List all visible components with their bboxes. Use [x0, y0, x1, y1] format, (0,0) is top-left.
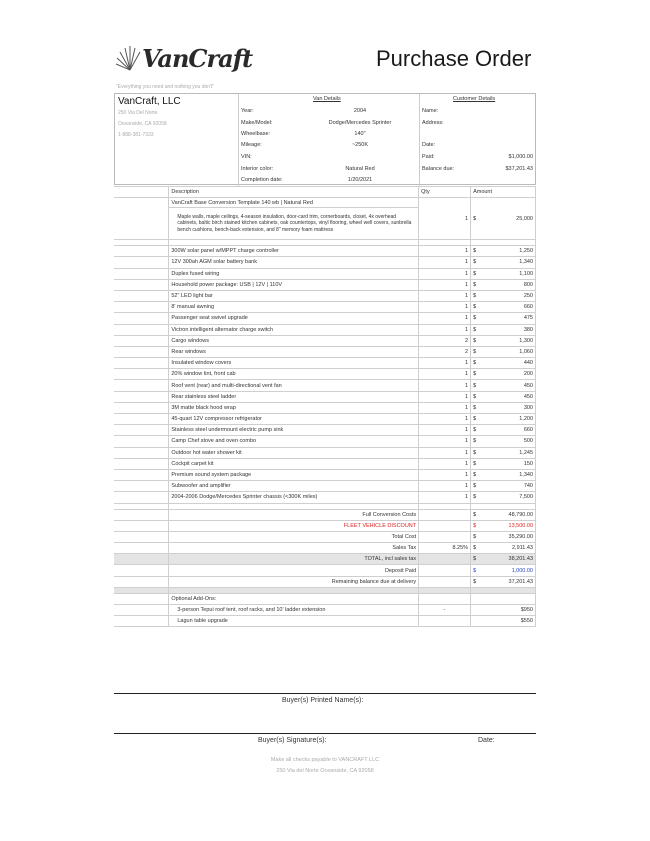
customer-paid-value: $1,000.00	[508, 154, 533, 160]
table-row	[114, 257, 536, 268]
logo-text: VanCraft	[142, 44, 253, 73]
van-completion-label: Completion date:	[241, 177, 283, 183]
addon-price: $950	[471, 605, 536, 616]
table-row	[114, 290, 536, 301]
customer-balance-label: Balance due:	[422, 166, 455, 172]
sunburst-icon	[114, 44, 144, 74]
item-qty: 1	[419, 290, 471, 301]
item-amount: $ 440	[471, 358, 536, 369]
van-color-label: Interior color:	[241, 166, 274, 172]
discount-label: FLEET VEHICLE DISCOUNT	[169, 520, 419, 531]
item-amount: $ 380	[471, 324, 536, 335]
item-amount: $ 475	[471, 313, 536, 324]
van-color-value: Natural Red	[345, 166, 375, 172]
item-qty: 1	[419, 391, 471, 402]
total-cost-value: 35,290.00	[508, 533, 533, 540]
van-model-value: Dodge/Mercedes Sprinter	[328, 120, 392, 126]
table-row	[114, 346, 536, 357]
table-row	[114, 447, 536, 458]
item-description: 300W solar panel w/MPPT charge controller	[169, 246, 419, 257]
table-row	[114, 458, 536, 469]
item-amount: $ 1,060	[471, 346, 536, 357]
item-description: 45-quart 12V compressor refrigerator	[169, 414, 419, 425]
item-description: Insulated window covers	[169, 358, 419, 369]
table-row	[114, 268, 536, 279]
item-amount: $ 150	[471, 458, 536, 469]
item-qty: 1	[419, 246, 471, 257]
item-description: Passenger seat swivel upgrade	[169, 313, 419, 324]
item-description: 12V 300ah AGM solar battery bank	[169, 257, 419, 268]
item-qty: 1	[419, 492, 471, 503]
sales-tax-value: 2,911.43	[511, 545, 533, 552]
item-description: Camp Chef stove and oven combo	[169, 436, 419, 447]
item-qty: 1	[419, 458, 471, 469]
signature-label: Buyer(s) Signature(s):	[258, 737, 327, 744]
page-title: Purchase Order	[376, 46, 532, 71]
addon-qty	[419, 616, 471, 627]
company-address-1: 250 Via Del Norte	[118, 110, 158, 116]
item-amount: $ 500	[471, 436, 536, 447]
vancraft-logo	[116, 42, 253, 78]
remaining-row: Remaining balance due at delivery $ 37,201.43	[114, 576, 536, 587]
item-description: Cargo windows	[169, 335, 419, 346]
tagline: "Everything you need and nothing you don't"	[116, 84, 215, 90]
item-qty: 1	[419, 380, 471, 391]
item-description: Roof vent (rear) and multi-directional vent fan	[169, 380, 419, 391]
company-name: VanCraft, LLC	[118, 96, 181, 107]
table-row	[114, 358, 536, 369]
item-amount: $ 1,340	[471, 469, 536, 480]
item-description: Rear stainless steel ladder	[169, 391, 419, 402]
item-description: Victron intelligent alternator charge switch	[169, 324, 419, 335]
table-row	[114, 369, 536, 380]
item-qty: 2	[419, 335, 471, 346]
van-vin-label: VIN:	[241, 154, 252, 160]
divider	[238, 94, 239, 186]
base-detail: Maple walls, maple ceilings, 4-season insulation, door-card trim, cornerboards, closet, 4x overhead cabinets, baltic birch stained kitchen cabinets, oak countertops, vinyl flooring, wheel well covers, sunbrella bench cushions, bench-back extension, and 8" memory foam mattress	[169, 208, 419, 240]
table-row	[114, 324, 536, 335]
deposit-row: Deposit Paid $ 1,000.00	[114, 565, 536, 576]
item-description: Household power package: USB | 12V | 110V	[169, 279, 419, 290]
table-row	[114, 302, 536, 313]
customer-name-label: Name:	[422, 108, 439, 114]
remaining-value: 37,201.43	[508, 578, 533, 585]
item-amount: $ 7,500	[471, 492, 536, 503]
item-amount: $ 300	[471, 402, 536, 413]
total-incl-tax-label: TOTAL, incl sales tax	[169, 554, 419, 565]
base-title-row	[114, 198, 536, 208]
printed-name-label: Buyer(s) Printed Name(s):	[282, 697, 364, 704]
item-qty: 1	[419, 436, 471, 447]
base-title: VanCraft Base Conversion Template 140 wb | Natural Red	[169, 198, 419, 208]
item-qty: 1	[419, 313, 471, 324]
item-qty: 1	[419, 414, 471, 425]
deposit-value: 1,000.00	[511, 567, 533, 574]
item-description: 3M matte black hood wrap	[169, 402, 419, 413]
item-description: Subwoofer and amplifier	[169, 481, 419, 492]
item-amount: $ 1,300	[471, 335, 536, 346]
item-description: 20% window tint, front cab	[169, 369, 419, 380]
van-mileage-label: Mileage:	[241, 142, 262, 148]
table-row	[114, 313, 536, 324]
van-completion-value: 1/20/2021	[347, 177, 373, 183]
addons-heading: Optional Add-Ons:	[169, 593, 419, 604]
column-description: Description	[169, 187, 419, 198]
date-label: Date:	[478, 737, 495, 744]
sales-tax-label: Sales Tax	[169, 543, 419, 554]
table-row	[114, 402, 536, 413]
item-amount: $ 1,200	[471, 414, 536, 425]
item-description: 2004-2006 Dodge/Mercedes Sprinter chassis (<300K miles)	[169, 492, 419, 503]
footer-line-2: 250 Via del Norte Oceanside, CA 92058	[276, 768, 374, 774]
item-qty: 1	[419, 279, 471, 290]
van-wheelbase-label: Wheelbase:	[241, 131, 271, 137]
table-row	[114, 436, 536, 447]
van-year-value: 2004	[353, 108, 367, 114]
item-rows	[114, 246, 536, 503]
item-amount: $ 660	[471, 425, 536, 436]
addon-price: $550	[471, 616, 536, 627]
company-address-2: Oceanside, CA 92058	[118, 121, 167, 127]
item-qty: 1	[419, 481, 471, 492]
divider	[419, 94, 420, 186]
total-incl-tax-row: TOTAL, incl sales tax $ 38,201.43	[114, 554, 536, 565]
item-qty: 1	[419, 469, 471, 480]
item-qty: 2	[419, 346, 471, 357]
table-row	[114, 469, 536, 480]
sales-tax-row: Sales Tax 8.25% $ 2,911.43	[114, 543, 536, 554]
sales-tax-rate: 8.25%	[419, 543, 471, 554]
customer-details-heading: Customer Details	[453, 96, 496, 102]
table-row	[114, 246, 536, 257]
addon-desc: Lagun table upgrade	[169, 616, 419, 627]
table-row	[114, 380, 536, 391]
item-qty: 1	[419, 324, 471, 335]
item-qty: 1	[419, 369, 471, 380]
van-details-heading: Van Details	[313, 96, 341, 102]
item-description: Premium sound system package	[169, 469, 419, 480]
item-description: Cockpit carpet kit	[169, 458, 419, 469]
item-amount: $ 450	[471, 391, 536, 402]
addon-desc: 3-person Tepui roof tent, roof racks, and 10' ladder extension	[169, 605, 419, 616]
item-amount: $ 740	[471, 481, 536, 492]
customer-address-label: Address:	[422, 120, 444, 126]
item-description: Stainless steel undermount electric pump sink	[169, 425, 419, 436]
column-qty: Qty	[419, 187, 471, 198]
item-amount: $ 200	[471, 369, 536, 380]
deposit-label: Deposit Paid	[169, 565, 419, 576]
item-qty: 1	[419, 425, 471, 436]
addon-row	[114, 605, 536, 616]
full-cost-row: Full Conversion Costs $ 48,790.00	[114, 509, 536, 520]
van-year-label: Year:	[241, 108, 254, 114]
item-description: Outdoor hot water shower kit	[169, 447, 419, 458]
customer-balance-value: $37,201.43	[505, 166, 533, 172]
item-description: Rear windows	[169, 346, 419, 357]
van-wheelbase-value: 140"	[354, 131, 366, 137]
addon-qty: -	[419, 605, 471, 616]
van-mileage-value: ~250K	[351, 142, 369, 148]
printed-name-line[interactable]	[114, 693, 536, 694]
total-cost-label: Total Cost	[169, 531, 419, 542]
table-row	[114, 335, 536, 346]
item-description: 52" LED light bar	[169, 290, 419, 301]
item-qty: 1	[419, 358, 471, 369]
table-row	[114, 414, 536, 425]
item-amount: $ 250	[471, 290, 536, 301]
items-table	[114, 186, 536, 627]
item-qty: 1	[419, 402, 471, 413]
remaining-label: Remaining balance due at delivery	[169, 576, 419, 587]
company-phone: 1-888-381-7333	[118, 132, 154, 138]
item-amount: $ 800	[471, 279, 536, 290]
column-amount: Amount	[471, 187, 536, 198]
item-amount: $ 1,100	[471, 268, 536, 279]
table-row	[114, 425, 536, 436]
addons-heading-row	[114, 593, 536, 604]
item-qty: 1	[419, 302, 471, 313]
header-section	[114, 93, 536, 185]
item-description: Duplex fused wiring	[169, 268, 419, 279]
item-amount: $ 1,245	[471, 447, 536, 458]
customer-date-label: Date:	[422, 142, 436, 148]
table-row	[114, 279, 536, 290]
full-cost-value: 48,790.00	[508, 511, 533, 518]
signature-line[interactable]	[114, 733, 536, 734]
discount-row: FLEET VEHICLE DISCOUNT $ 13,500.00	[114, 520, 536, 531]
table-row	[114, 492, 536, 503]
van-model-label: Make/Model:	[241, 120, 273, 126]
discount-value: 13,500.00	[508, 522, 533, 529]
table-row	[114, 391, 536, 402]
footer-line-1: Make all checks payable to VANCRAFT LLC	[270, 757, 380, 763]
item-qty: 1	[419, 447, 471, 458]
item-qty: 1	[419, 257, 471, 268]
item-amount: $ 1,340	[471, 257, 536, 268]
base-qty: 1	[419, 198, 471, 240]
addon-row	[114, 616, 536, 627]
item-description: 8' manual awning	[169, 302, 419, 313]
item-amount: $ 450	[471, 380, 536, 391]
item-amount: $ 660	[471, 302, 536, 313]
table-header	[114, 187, 536, 198]
item-amount: $ 1,250	[471, 246, 536, 257]
base-amount: $ 25,000	[471, 198, 536, 240]
table-row	[114, 481, 536, 492]
total-incl-tax-value: 38,201.43	[508, 556, 533, 563]
item-qty: 1	[419, 268, 471, 279]
full-cost-label: Full Conversion Costs	[169, 509, 419, 520]
customer-paid-label: Paid:	[422, 154, 435, 160]
total-cost-row: Total Cost $ 35,290.00	[114, 531, 536, 542]
